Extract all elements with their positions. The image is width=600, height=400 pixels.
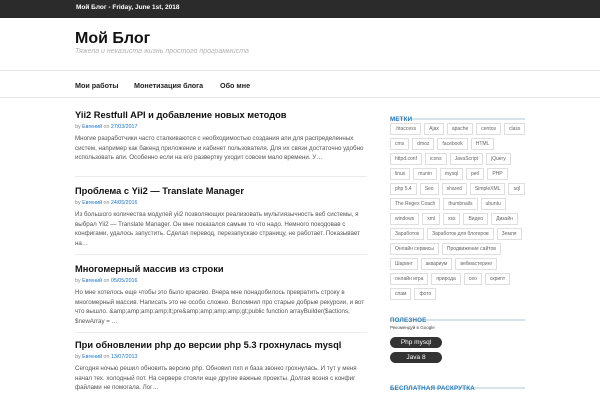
post-meta	[75, 124, 367, 131]
tag-link[interactable]: скрипт	[485, 273, 510, 285]
post-meta-on: on	[103, 124, 110, 130]
tag-link[interactable]: онлайн игра	[390, 273, 428, 285]
tag-link[interactable]: Заработок для блогеров	[427, 228, 494, 240]
post-item	[75, 264, 367, 326]
tag-link[interactable]: Ajax	[424, 123, 444, 135]
tag-link[interactable]: PHP	[487, 168, 507, 180]
tag-link[interactable]: linux	[390, 168, 410, 180]
post-meta	[75, 354, 367, 361]
post-item	[75, 186, 367, 248]
tag-link[interactable]: Шаринг	[390, 258, 418, 270]
badge-java-8[interactable]: Java 8	[390, 352, 442, 363]
tag-link[interactable]: class	[504, 123, 525, 135]
post-date-link[interactable]: 24/05/2016	[110, 200, 138, 206]
tag-link[interactable]: Заработок	[390, 228, 424, 240]
google-recommend-badge[interactable]: Рекомендуй в Google	[390, 325, 435, 330]
tag-link[interactable]: вебмастеринг	[455, 258, 497, 270]
tag-link[interactable]: xml	[422, 213, 440, 225]
tag-link[interactable]: facebook	[437, 138, 467, 150]
tags-widget-title: МЕТКИ	[390, 116, 413, 123]
post-meta-by: by	[75, 354, 81, 360]
post-item	[75, 110, 367, 163]
tag-link[interactable]: сео	[464, 273, 482, 285]
tag-link[interactable]: спам	[390, 288, 411, 300]
post-author-link[interactable]: Евгений	[82, 354, 103, 360]
promotion-widget-header	[390, 377, 525, 392]
tag-link[interactable]: munin	[413, 168, 437, 180]
post-title[interactable]: Yii2 Restfull API и добавление новых методов	[75, 110, 287, 120]
post-author-link[interactable]: Евгений	[82, 278, 103, 284]
post-author-link[interactable]: Евгений	[82, 200, 103, 206]
tag-link[interactable]: .htaccess	[390, 123, 421, 135]
post-date-link[interactable]: 13/07/2013	[110, 354, 138, 360]
post-divider	[75, 254, 367, 255]
post-title[interactable]: Проблема с Yii2 — Translate Manager	[75, 186, 244, 196]
badge-php-mysql[interactable]: Php mysql	[390, 337, 442, 348]
tag-link[interactable]: Продвижение сайтов	[442, 243, 501, 255]
nav-item-my-works[interactable]: Мои работы	[75, 81, 119, 90]
post-title[interactable]: Многомерный массив из строки	[75, 264, 224, 274]
tag-link[interactable]: аквариум	[421, 258, 453, 270]
post-date-link[interactable]: 05/05/2016	[110, 278, 138, 284]
tag-link[interactable]: icons	[425, 153, 447, 165]
post-meta-by: by	[75, 124, 81, 130]
tag-link[interactable]: jQuery	[486, 153, 511, 165]
post-title[interactable]: При обновлении php до версии php 5.3 грохнулась mysql	[75, 340, 342, 350]
tag-link[interactable]: perl	[466, 168, 484, 180]
tag-cloud	[390, 123, 526, 300]
post-meta	[75, 278, 367, 285]
post-meta-on: on	[103, 200, 110, 206]
post-item	[75, 340, 367, 393]
tag-link[interactable]: SimpleXML	[470, 183, 506, 195]
tag-link[interactable]: Онлайн сервисы	[390, 243, 439, 255]
tag-link[interactable]: xss	[443, 213, 461, 225]
tag-link[interactable]: dmoz	[412, 138, 434, 150]
tag-link[interactable]: thumbnails	[443, 198, 477, 210]
post-excerpt: Но мне хотелось еще чтобы это было красиво. Вчера мне понадобилось превратить строку в многомерный массив. Написать это не особо сложно. Вспомнил про старые добрые рекурсии, и вот что вышло. &amp;amp;amp;amp;lt;pre&amp;amp;amp;amp;gt;public function arrayBuilder($actions, $newArray = …	[75, 289, 365, 325]
tag-link[interactable]: Seo	[420, 183, 439, 195]
post-meta	[75, 200, 367, 207]
useful-widget-title: ПОЛЕЗНОЕ	[390, 317, 427, 324]
post-meta-on: on	[103, 354, 110, 360]
tag-link[interactable]: Видео	[463, 213, 488, 225]
post-author-link[interactable]: Евгений	[82, 124, 103, 130]
post-meta-on: on	[103, 278, 110, 284]
site-description: Тяжела и неказиста жизнь простого программиста	[75, 48, 249, 55]
tag-link[interactable]: cms	[390, 138, 409, 150]
promotion-widget-title: БЕСПЛАТНАЯ РАСКРУТКА	[390, 385, 475, 392]
post-divider	[75, 332, 367, 333]
post-excerpt: Из большого количества модулей yii2 позволяющих реализовать мультиязычность веб системы, я выбрал Yii2 — Translate Manager. Он мне показался самым то что надо. Немного покодовав с конфигами, удалось запустить. Сделал перевод, перезапускаю страницу, не работает. Показывает на…	[75, 211, 360, 247]
tag-link[interactable]: HTML	[471, 138, 495, 150]
tag-link[interactable]: sql	[508, 183, 524, 195]
post-excerpt: Многие разработчики часто сталкиваются с необходимостью создания апи для распределенных систем, например как бакенд приложение и кабинет пользователя. Для их связи достаточно удобно использовать апи. Особенно если на его развертку уходит совсем мало времени. У…	[75, 135, 364, 161]
useful-widget-header	[390, 309, 525, 324]
nav-item-about[interactable]: Обо мне	[220, 81, 251, 90]
main-navigation	[0, 70, 600, 98]
topbar-date-text: Мой Блог - Friday, June 1st, 2018	[76, 4, 180, 11]
tag-link[interactable]: The Regex Coach	[390, 198, 440, 210]
post-divider	[75, 176, 367, 177]
post-date-link[interactable]: 27/03/2017	[110, 124, 138, 130]
tag-link[interactable]: природа	[431, 273, 460, 285]
tag-link[interactable]: apache	[447, 123, 473, 135]
tag-link[interactable]: Земля	[497, 228, 522, 240]
tag-link[interactable]: фото	[414, 288, 436, 300]
tag-link[interactable]: centos	[476, 123, 501, 135]
tag-link[interactable]: windows	[390, 213, 419, 225]
tag-link[interactable]: shared	[442, 183, 467, 195]
tag-link[interactable]: ubuntu	[481, 198, 506, 210]
site-title[interactable]: Мой Блог	[75, 30, 151, 47]
tag-link[interactable]: JavaScript	[450, 153, 483, 165]
tags-widget-header	[390, 108, 525, 123]
top-bar	[0, 0, 600, 18]
tag-link[interactable]: mysql	[440, 168, 463, 180]
tag-link[interactable]: Дизайн	[491, 213, 518, 225]
post-meta-by: by	[75, 200, 81, 206]
post-excerpt: Сегодня ночью решил обновить версию php. Обновил пхп и база звонко грохнулась. И тут у меня начал тех. холодный пот. На сервере стояли еще другие важные проекты. Долгая возня с конфиг файлами не помогала. Лог…	[75, 365, 357, 391]
nav-item-monetization[interactable]: Монетизация блога	[134, 81, 204, 90]
tag-link[interactable]: httpd.conf	[390, 153, 422, 165]
tag-link[interactable]: php 5.4	[390, 183, 417, 195]
post-meta-by: by	[75, 278, 81, 284]
